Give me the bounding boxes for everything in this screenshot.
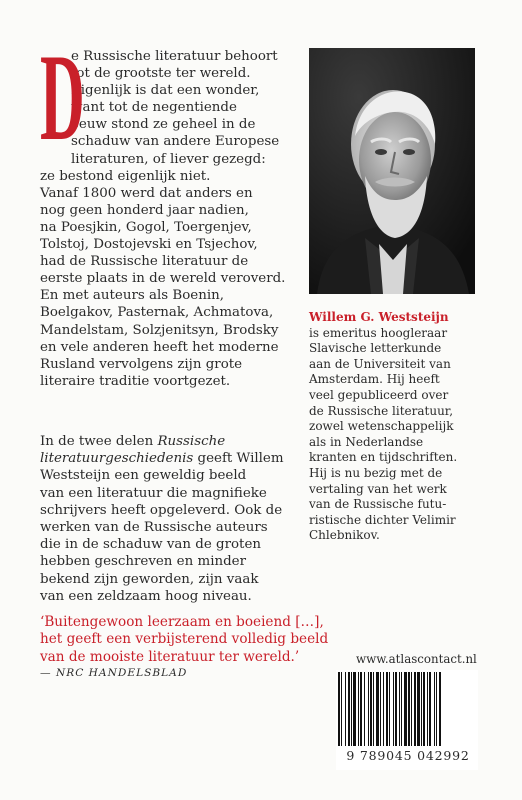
intro-line: Tolstoj, Dostojevski en Tsjechov,	[40, 237, 258, 253]
bio-line: Amsterdam. Hij heeft	[309, 372, 440, 387]
bio-line: ristische dichter Velimir	[309, 512, 456, 527]
bio-line: aan de Universiteit van	[309, 356, 451, 371]
intro-paragraph	[40, 29, 308, 390]
intro-line: Rusland vervolgens zijn grote	[40, 356, 243, 372]
para2-line: werken van de Russische auteurs	[40, 520, 268, 536]
para2-line: van een zeldzaam hoog niveau.	[40, 588, 252, 604]
quote-line: het geeft een verbijsterend volledig beeld	[40, 631, 329, 648]
intro-line: ze bestond eigenlijk niet.	[40, 168, 211, 184]
para2-line: bekend zijn geworden, zijn vaak	[40, 571, 259, 587]
para2-line: van een literatuur die magnifieke	[40, 485, 267, 501]
intro-line: Mandelstam, Solzjenitsyn, Brodsky	[40, 322, 279, 338]
intro-line: Vanaf 1800 werd dat anders en	[40, 185, 253, 201]
barcode-bars	[336, 670, 478, 748]
author-portrait	[309, 48, 475, 294]
second-paragraph	[40, 433, 308, 605]
intro-line: nog geen honderd jaar nadien,	[40, 202, 249, 218]
para2-line	[40, 433, 308, 450]
quote-source: — NRC HANDELSBLAD	[40, 667, 188, 679]
quote-line: ‘Buitengewoon leerzaam en boeiend […],	[40, 614, 324, 630]
book-title-part: Russische	[157, 434, 226, 449]
review-quote	[40, 614, 340, 666]
bio-line: is emeritus hoogleraar	[309, 325, 448, 340]
bio-line: van de Russische futu-	[309, 497, 447, 512]
bio-line: als in Nederlandse	[309, 434, 424, 449]
para2-line: die in de schaduw van de groten	[40, 537, 261, 553]
intro-line: had de Russische literatuur de	[40, 254, 249, 270]
author-bio	[309, 310, 479, 544]
intro-line: tot de grootste ter wereld.	[71, 66, 251, 82]
drop-cap: D	[40, 29, 85, 166]
para2-line: schrijvers heeft opgeleverd. Ook de	[40, 502, 283, 518]
para2-line: Weststeijn een geweldig beeld	[40, 468, 247, 484]
para2-text: In de twee delen	[40, 434, 158, 449]
intro-line: Boelgakov, Pasternak, Achmatova,	[40, 305, 274, 321]
para2-line	[40, 450, 308, 467]
bio-line: vertaling van het werk	[309, 481, 447, 496]
bio-line: de Russische literatuur,	[309, 403, 454, 418]
author-portrait-drawing	[309, 48, 475, 294]
author-name: Willem G. Weststeijn	[309, 310, 449, 324]
book-title-part: literatuurgeschiedenis	[40, 451, 194, 467]
intro-line: literaturen, of liever gezegd:	[71, 151, 266, 167]
isbn-number: 9 789045 042992	[338, 748, 478, 763]
intro-line: literaire traditie voortgezet.	[40, 373, 231, 389]
bio-line: Chlebnikov.	[309, 528, 380, 543]
bio-line: Slavische letterkunde	[309, 341, 442, 356]
intro-line: Eigenlijk is dat een wonder,	[71, 83, 260, 99]
intro-line: na Poesjkin, Gogol, Toergenjev,	[40, 219, 252, 235]
para2-text: geeft Willem	[193, 451, 284, 467]
intro-line: eerste plaats in de wereld veroverd.	[40, 271, 286, 287]
intro-line: eeuw stond ze geheel in de	[71, 117, 256, 133]
intro-line: want tot de negentiende	[71, 100, 237, 116]
publisher-url: www.atlascontact.nl	[356, 652, 477, 666]
bio-line: Hij is nu bezig met de	[309, 465, 443, 480]
bio-line: kranten en tijdschriften.	[309, 450, 458, 465]
intro-line: en vele anderen heeft het moderne	[40, 339, 279, 355]
intro-line: e Russische literatuur behoort	[71, 49, 278, 64]
para2-line: hebben geschreven en minder	[40, 554, 246, 570]
bio-line: veel gepubliceerd over	[309, 387, 449, 402]
quote-line: van de mooiste literatuur ter wereld.’	[40, 648, 300, 665]
bio-line: zowel wetenschappelijk	[309, 419, 454, 434]
intro-line: schaduw van andere Europese	[71, 134, 280, 150]
intro-line: En met auteurs als Boenin,	[40, 288, 224, 304]
